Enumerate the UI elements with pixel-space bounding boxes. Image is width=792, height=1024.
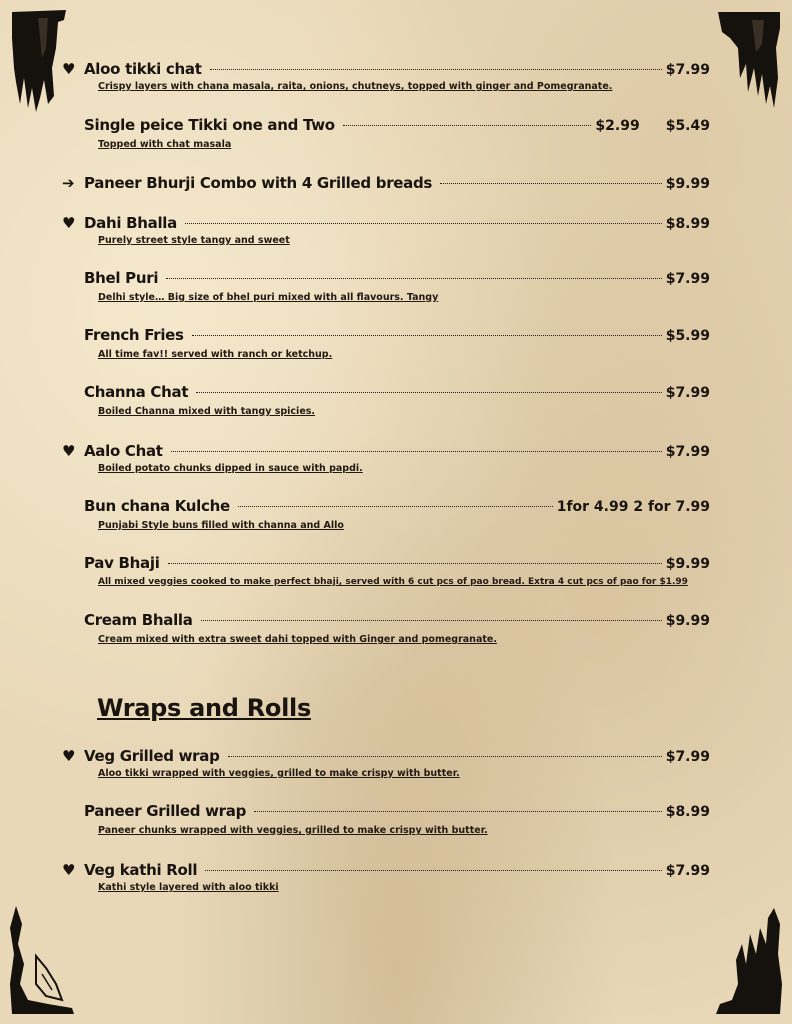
dot-leader [171, 451, 662, 452]
item-description: Paneer chunks wrapped with veggies, grilled to make crispy with butter. [98, 825, 488, 836]
item-description: Boiled potato chunks dipped in sauce with papdi. [98, 463, 363, 474]
item-price: $9.99 [665, 613, 710, 629]
top-right-ornament [716, 8, 784, 118]
arrow-icon: ➔ [62, 174, 75, 192]
item-price: $5.99 [665, 328, 710, 344]
item-description: All time fav!! served with ranch or ketchup. [98, 349, 333, 360]
item-price: $7.99 [665, 385, 710, 401]
menu-item [62, 58, 710, 92]
item-name: Single peice Tikki one and Two [84, 116, 335, 134]
item-name: Cream Bhalla [84, 611, 193, 629]
dot-leader [168, 563, 662, 564]
item-price: $7.99 [665, 62, 710, 78]
heart-icon: ♥ [62, 214, 76, 232]
bottom-left-ornament [8, 904, 78, 1016]
item-name: Veg kathi Roll [84, 861, 198, 879]
item-name: Channa Chat [84, 383, 189, 401]
heart-icon: ♥ [62, 861, 76, 879]
dot-leader [440, 183, 662, 184]
dot-leader [166, 278, 662, 279]
item-description: Kathi style layered with aloo tikki [98, 882, 279, 893]
item-price: $8.99 [665, 804, 710, 820]
menu-item [62, 802, 710, 836]
item-name: Pav Bhaji [84, 554, 160, 572]
menu-item [62, 116, 710, 150]
item-name: Paneer Grilled wrap [84, 802, 247, 820]
item-price: $9.99 [665, 556, 710, 572]
top-left-ornament [8, 8, 70, 118]
menu-item [62, 554, 710, 587]
menu-item [62, 440, 710, 474]
dot-leader [205, 870, 662, 871]
item-price: $2.99 [595, 118, 640, 134]
item-description: Boiled Channa mixed with tangy spicies. [98, 406, 316, 417]
item-name: Bun chana Kulche [84, 497, 230, 515]
section-title: Wraps and Rolls [97, 694, 311, 722]
menu-item [62, 212, 710, 246]
item-name: Veg Grilled wrap [84, 747, 220, 765]
item-price: $9.99 [665, 176, 710, 192]
menu-item [62, 172, 710, 194]
item-description: Topped with chat masala [98, 139, 232, 150]
dot-leader [254, 811, 662, 812]
item-name: Aalo Chat [84, 442, 163, 460]
item-price: $7.99 [665, 863, 710, 879]
dot-leader [185, 223, 662, 224]
item-description: Purely street style tangy and sweet [98, 235, 290, 246]
item-price: $8.99 [665, 216, 710, 232]
dot-leader [196, 392, 662, 393]
item-price-second: $5.49 [665, 118, 710, 134]
menu-item [62, 269, 710, 303]
dot-leader [343, 125, 592, 126]
item-name: Paneer Bhurji Combo with 4 Grilled breads [84, 174, 433, 192]
item-description: All mixed veggies cooked to make perfect bhaji, served with 6 cut pcs of pao bread. Extra 4 cut pcs of pao for $1.99 [98, 577, 688, 587]
item-description: Punjabi Style buns filled with channa and Allo [98, 520, 344, 531]
item-name: Aloo tikki chat [84, 60, 202, 78]
heart-icon: ♥ [62, 747, 76, 765]
item-description: Delhi style… Big size of bhel puri mixed with all flavours. Tangy [98, 292, 439, 303]
item-name: Bhel Puri [84, 269, 159, 287]
item-price: $7.99 [665, 444, 710, 460]
dot-leader [210, 69, 662, 70]
dot-leader [192, 335, 662, 336]
dot-leader [201, 620, 662, 621]
dot-leader [228, 756, 662, 757]
item-price: 1for 4.99 2 for 7.99 [556, 499, 710, 515]
heart-icon: ♥ [62, 60, 76, 78]
menu-item [62, 383, 710, 417]
item-description: Crispy layers with chana masala, raita, onions, chutneys, topped with ginger and Pomegranate. [98, 81, 613, 92]
item-description: Cream mixed with extra sweet dahi topped with Ginger and pomegranate. [98, 634, 497, 645]
menu-item [62, 497, 710, 531]
menu-item [62, 611, 710, 645]
menu-item [62, 745, 710, 779]
dot-leader [238, 506, 553, 507]
item-price: $7.99 [665, 271, 710, 287]
item-name: French Fries [84, 326, 184, 344]
item-name: Dahi Bhalla [84, 214, 177, 232]
menu-item [62, 859, 710, 893]
item-price: $7.99 [665, 749, 710, 765]
menu-item [62, 326, 710, 360]
bottom-right-ornament [712, 904, 786, 1016]
heart-icon: ♥ [62, 442, 76, 460]
item-description: Aloo tikki wrapped with veggies, grilled to make crispy with butter. [98, 768, 460, 779]
